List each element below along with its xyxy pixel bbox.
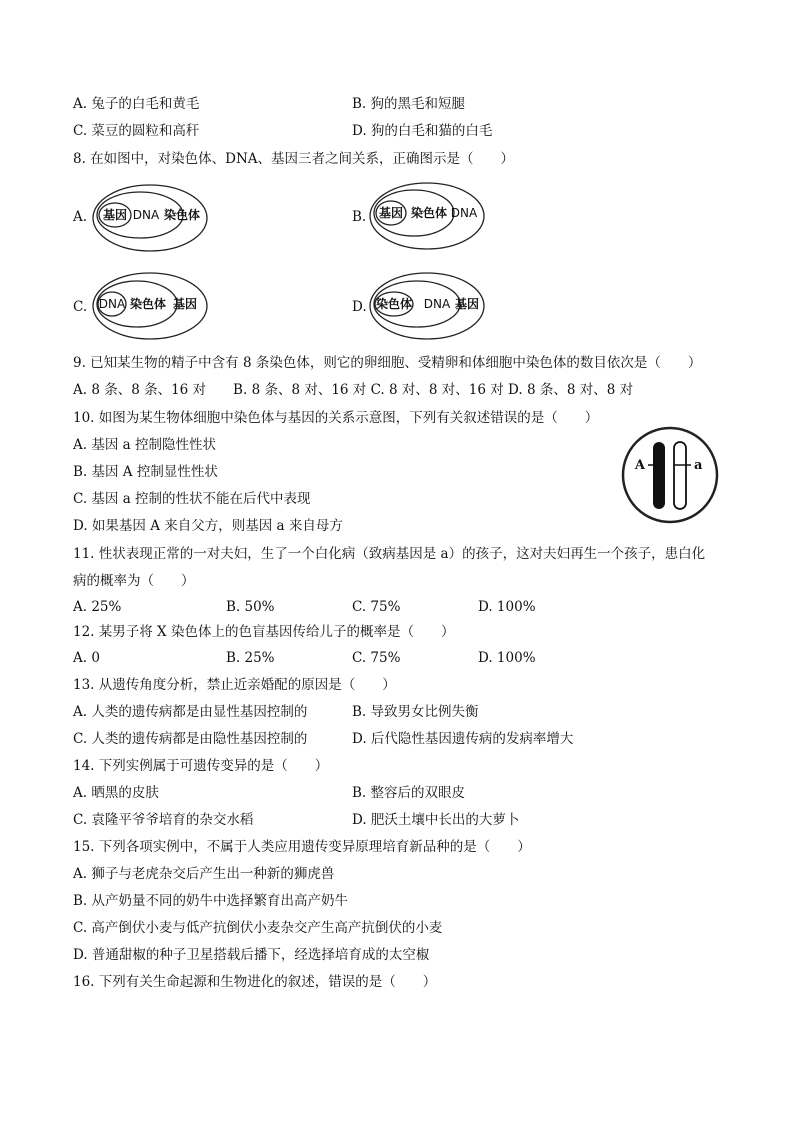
gene-a-recessive-label: a xyxy=(694,458,703,473)
q7-option-c: C. 菜豆的圆粒和高秆 xyxy=(73,123,200,139)
q13-option-c: C. 人类的遗传病都是由隐性基因控制的 xyxy=(73,731,308,747)
q15-option-c: C. 高产倒伏小麦与低产抗倒伏小麦杂交产生高产抗倒伏的小麦 xyxy=(73,920,443,936)
q10-option-c: C. 基因 a 控制的性状不能在后代中表现 xyxy=(73,491,311,507)
gene-a-dominant-label: A xyxy=(634,458,645,473)
q11-option-c: C. 75% xyxy=(352,599,401,615)
q14-option-d: D. 肥沃土壤中长出的大萝卜 xyxy=(352,812,520,828)
q8-option-a-label: A. xyxy=(73,209,88,225)
q8-d-middle-label: DNA xyxy=(423,297,451,311)
q12-option-b: B. 25% xyxy=(226,650,275,666)
q8-d-outer-label: 基因 xyxy=(454,297,480,311)
q11-option-d: D. 100% xyxy=(478,599,536,615)
q13-stem: 13. 从遗传角度分析，禁止近亲婚配的原因是（ ） xyxy=(73,677,396,693)
q10-option-b: B. 基因 A 控制显性性状 xyxy=(73,464,218,480)
q8-a-outer-label: 染色体 xyxy=(163,208,201,222)
q9-stem: 9. 已知某生物的精子中含有 8 条染色体，则它的卵细胞、受精卵和体细胞中染色体的数目依次是（ ） xyxy=(73,355,702,371)
q11-option-b: B. 50% xyxy=(226,599,275,615)
q16-stem: 16. 下列有关生命起源和生物进化的叙述，错误的是（ ） xyxy=(73,974,437,990)
q8-b-outer-label: DNA xyxy=(450,206,478,220)
q9-options: A. 8 条、8 条、16 对 B. 8 条、8 对、16 对 C. 8 对、8 对、16 对 D. 8 条、8 对、8 对 xyxy=(73,382,634,398)
chromosome-left xyxy=(653,442,665,509)
q13-option-d: D. 后代隐性基因遗传病的发病率增大 xyxy=(352,731,574,747)
q8-diagram-c xyxy=(90,270,210,346)
q8-c-outer-label: 基因 xyxy=(172,297,198,311)
q14-option-a: A. 晒黑的皮肤 xyxy=(73,785,159,801)
q13-option-b: B. 导致男女比例失衡 xyxy=(352,704,479,720)
q10-stem: 10. 如图为某生物体细胞中染色体与基因的关系示意图，下列有关叙述错误的是（ ） xyxy=(73,410,599,426)
q14-option-b: B. 整容后的双眼皮 xyxy=(352,785,466,801)
q10-chromosome-diagram xyxy=(620,425,720,529)
q8-diagram-d xyxy=(367,270,487,346)
chromosome-right xyxy=(674,442,686,509)
q12-stem: 12. 某男子将 X 染色体上的色盲基因传给儿子的概率是（ ） xyxy=(73,624,455,640)
q8-a-middle-label: DNA xyxy=(132,208,160,222)
q8-diagram-a xyxy=(90,182,210,258)
q13-option-a: A. 人类的遗传病都是由显性基因控制的 xyxy=(73,704,308,720)
q8-c-inner-label: DNA xyxy=(98,297,126,311)
q8-option-c-label: C. xyxy=(73,299,88,315)
q8-stem: 8. 在如图中，对染色体、DNA、基因三者之间关系，正确图示是（ ） xyxy=(73,151,515,167)
q8-a-inner-label: 基因 xyxy=(102,208,128,222)
q15-stem: 15. 下列各项实例中，不属于人类应用遗传变异原理培育新品种的是（ ） xyxy=(73,839,531,855)
q8-b-middle-label: 染色体 xyxy=(410,206,448,220)
q10-option-a: A. 基因 a 控制隐性性状 xyxy=(73,437,216,453)
q7-option-b: B. 狗的黑毛和短腿 xyxy=(352,96,466,112)
q7-option-a: A. 兔子的白毛和黄毛 xyxy=(73,96,200,112)
q15-option-d: D. 普通甜椒的种子卫星搭载后播下，经选择培育成的太空椒 xyxy=(73,947,430,963)
q12-option-c: C. 75% xyxy=(352,650,401,666)
q12-option-a: A. 0 xyxy=(73,650,100,666)
q7-option-d: D. 狗的白毛和猫的白毛 xyxy=(352,123,493,139)
q11-stem-line1: 11. 性状表现正常的一对夫妇，生了一个白化病（致病基因是 a）的孩子，这对夫妇再生一个孩子，患白化 xyxy=(73,546,706,562)
q14-option-c: C. 袁隆平爷爷培育的杂交水稻 xyxy=(73,812,254,828)
q15-option-b: B. 从产奶量不同的奶牛中选择繁育出高产奶牛 xyxy=(73,893,349,909)
q8-b-inner-label: 基因 xyxy=(378,206,404,220)
q15-option-a: A. 狮子与老虎杂交后产生出一种新的狮虎兽 xyxy=(73,866,335,882)
q11-option-a: A. 25% xyxy=(73,599,122,615)
q8-d-inner-label: 染色体 xyxy=(375,297,413,311)
q12-option-d: D. 100% xyxy=(478,650,536,666)
q11-stem-line2: 病的概率为（ ） xyxy=(73,573,195,589)
q8-option-b-label: B. xyxy=(352,209,367,225)
q8-diagram-b xyxy=(367,180,487,256)
q8-option-d-label: D. xyxy=(352,299,367,315)
q10-option-d: D. 如果基因 A 来自父方，则基因 a 来自母方 xyxy=(73,518,343,534)
q8-c-middle-label: 染色体 xyxy=(129,297,167,311)
q14-stem: 14. 下列实例属于可遗传变异的是（ ） xyxy=(73,758,329,774)
